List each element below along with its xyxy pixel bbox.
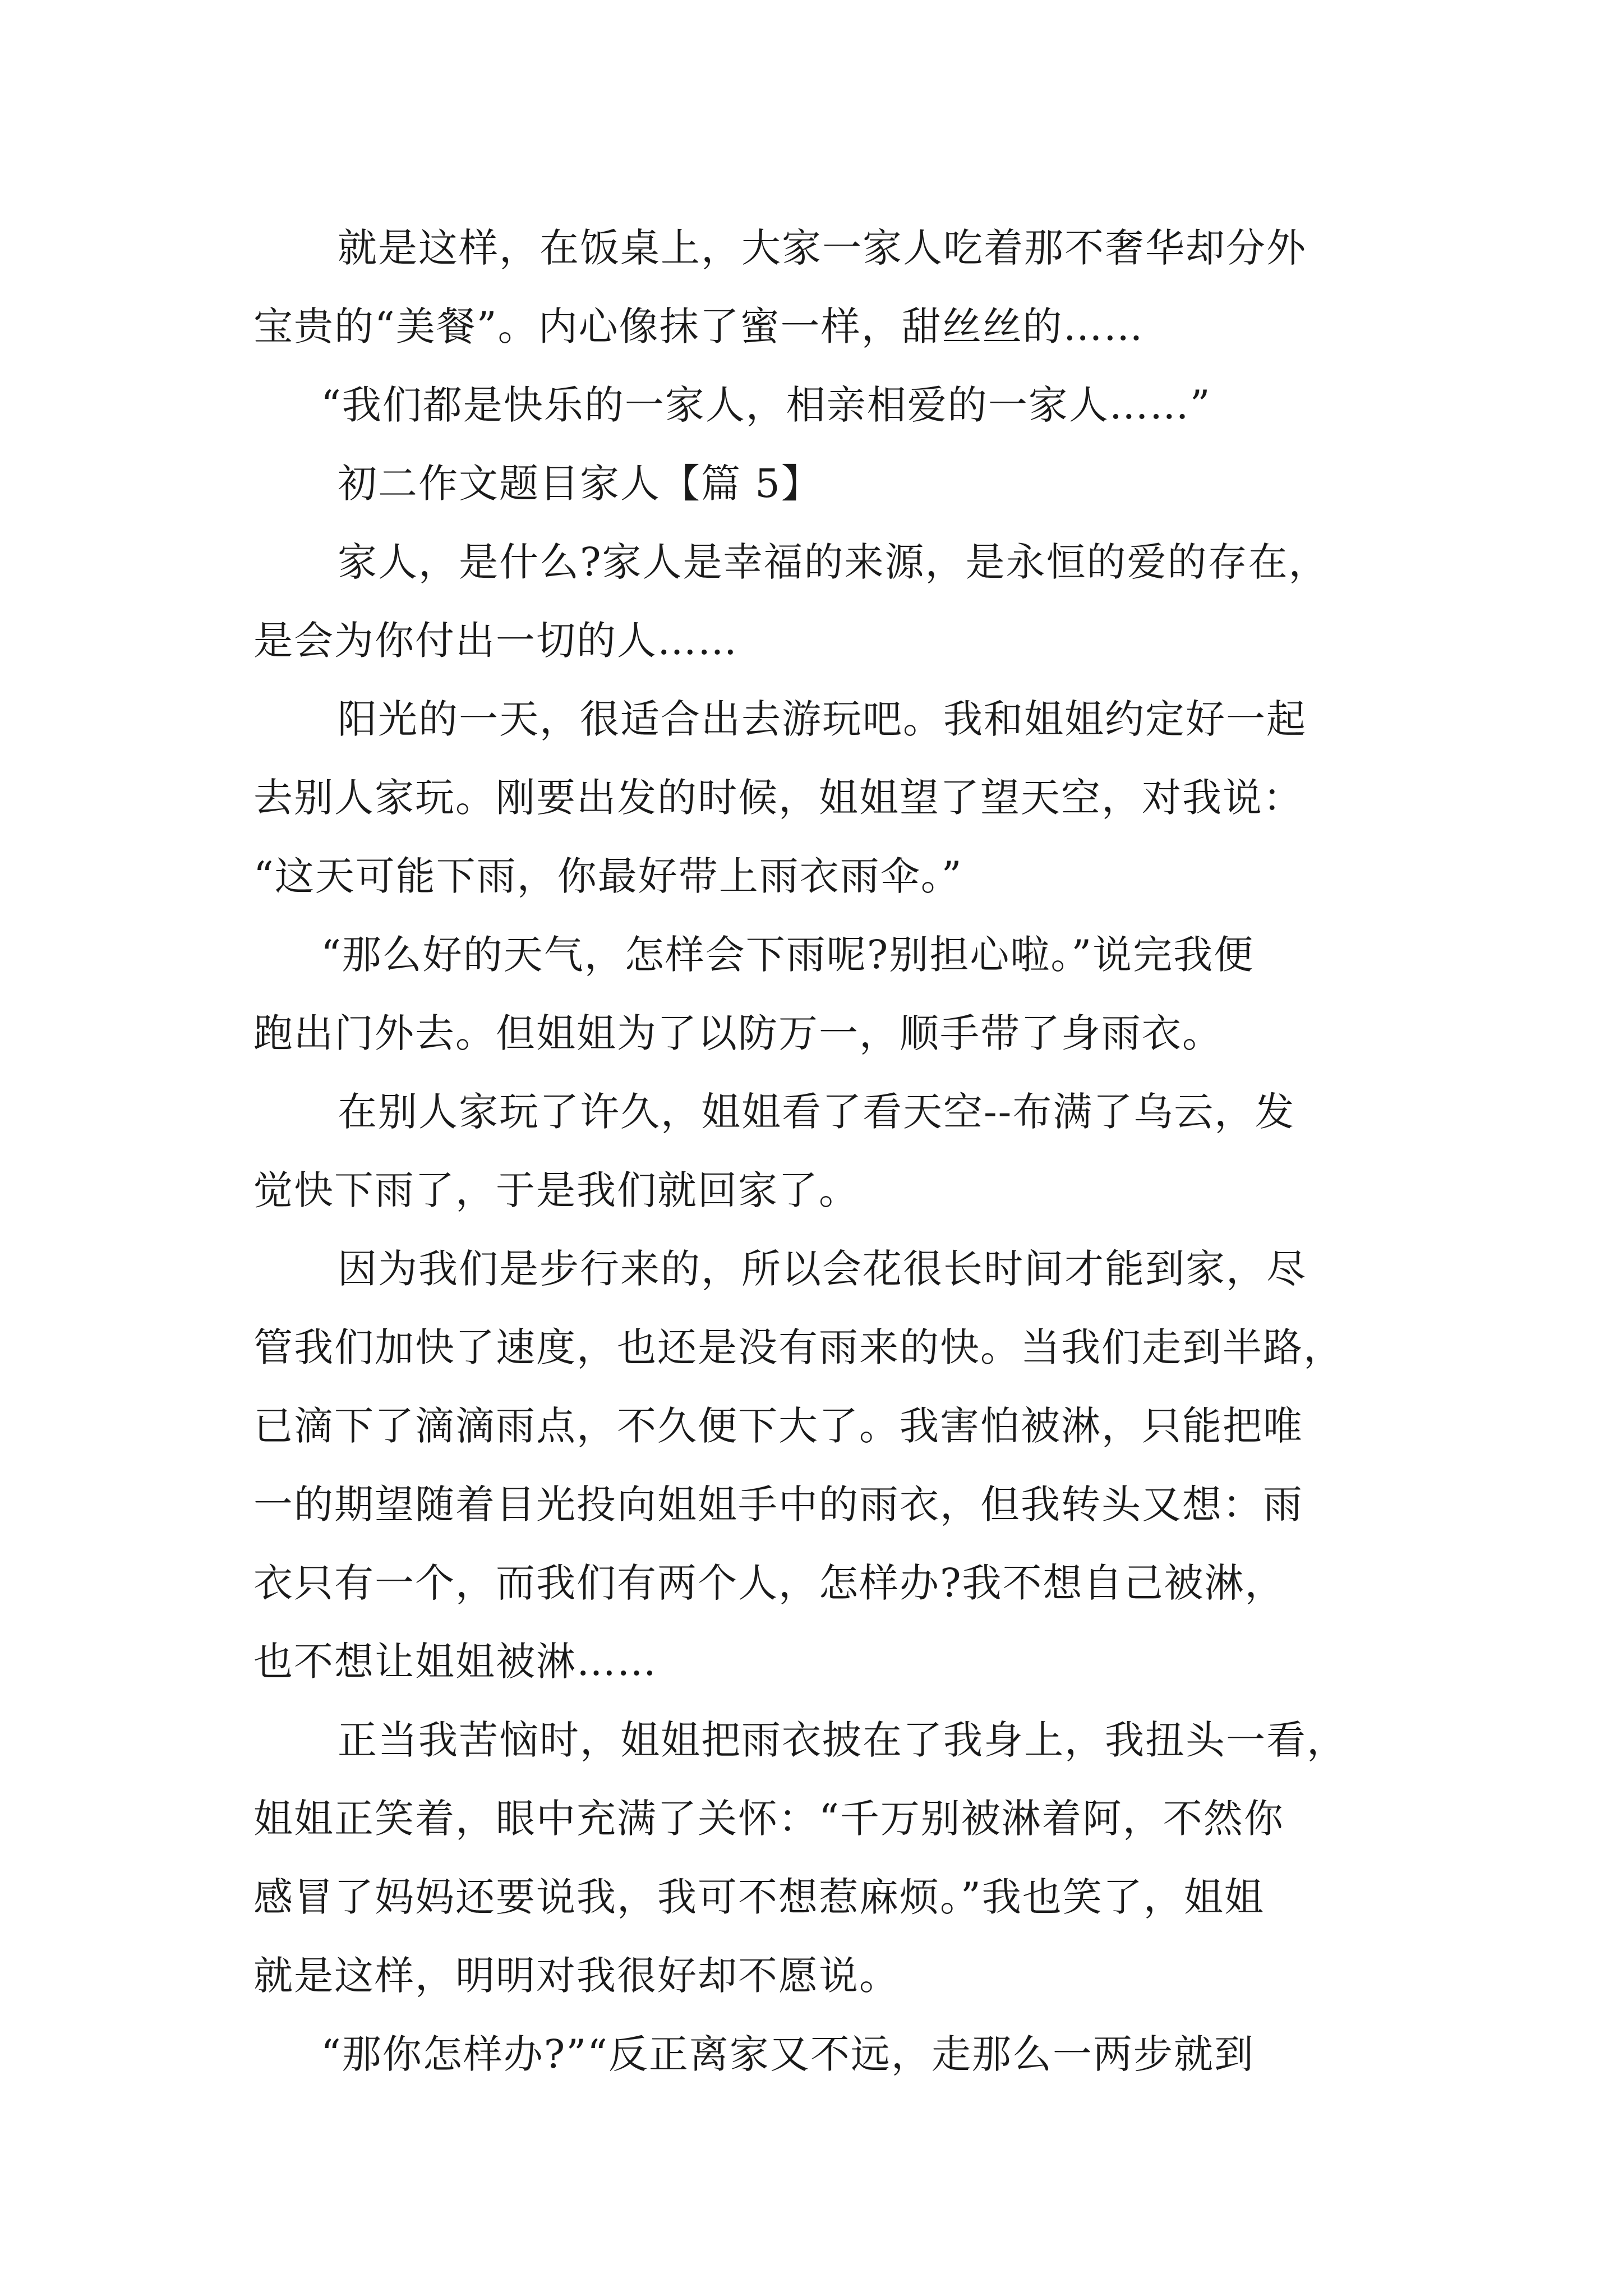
- text-line: 因为我们是步行来的，所以会花很长时间才能到家，尽: [338, 1246, 1307, 1292]
- text-line: “那你怎样办?”“反正离家又不远，走那么一两步就到: [321, 2031, 1255, 2077]
- text-line: 就是这样，明明对我很好却不愿说。: [253, 1953, 900, 1999]
- text-line: 正当我苦恼时，姐姐把雨衣披在了我身上，我扭头一看，: [338, 1717, 1347, 1763]
- text-line: “那么好的天气，怎样会下雨呢?别担心啦。”说完我便: [321, 932, 1255, 978]
- text-line: 去别人家玩。刚要出发的时候，姐姐望了望天空，对我说：: [253, 775, 1303, 821]
- text-line: 感冒了妈妈还要说我，我可不想惹麻烦。”我也笑了，姐姐: [253, 1874, 1265, 1920]
- text-line: 姐姐正笑着，眼中充满了关怀：“千万别被淋着阿，不然你: [253, 1796, 1284, 1842]
- essay-body: [253, 209, 1398, 2093]
- text-line: 就是这样，在饭桌上，大家一家人吃着那不奢华却分外: [338, 225, 1307, 271]
- text-line: 在别人家玩了许久，姐姐看了看天空--布满了乌云，发: [338, 1089, 1295, 1135]
- text-line: “这天可能下雨，你最好带上雨衣雨伞。”: [253, 853, 963, 899]
- text-line: “我们都是快乐的一家人，相亲相爱的一家人……”: [321, 382, 1211, 428]
- text-line: 是会为你付出一切的人……: [253, 618, 738, 664]
- text-line: 跑出门外去。但姐姐为了以防万一，顺手带了身雨衣。: [253, 1010, 1223, 1056]
- text-line: 宝贵的“美餐”。内心像抹了蜜一样，甜丝丝的……: [253, 303, 1144, 349]
- section-heading: 初二作文题目家人【篇 5】: [338, 461, 822, 507]
- text-line: 一的期望随着目光投向姐姐手中的雨衣，但我转头又想：雨: [253, 1481, 1303, 1527]
- text-line: 已滴下了滴滴雨点，不久便下大了。我害怕被淋，只能把唯: [253, 1403, 1303, 1449]
- text-line: 也不想让姐姐被淋……: [253, 1639, 657, 1685]
- text-line: 管我们加快了速度，也还是没有雨来的快。当我们走到半路，: [253, 1324, 1344, 1370]
- text-line: 觉快下雨了，于是我们就回家了。: [253, 1167, 859, 1213]
- text-line: 衣只有一个，而我们有两个人，怎样办?我不想自己被淋，: [253, 1560, 1285, 1606]
- text-line: 阳光的一天，很适合出去游玩吧。我和姐姐约定好一起: [338, 696, 1307, 742]
- text-line: 家人，是什么?家人是幸福的来源，是永恒的爱的存在，: [338, 539, 1329, 585]
